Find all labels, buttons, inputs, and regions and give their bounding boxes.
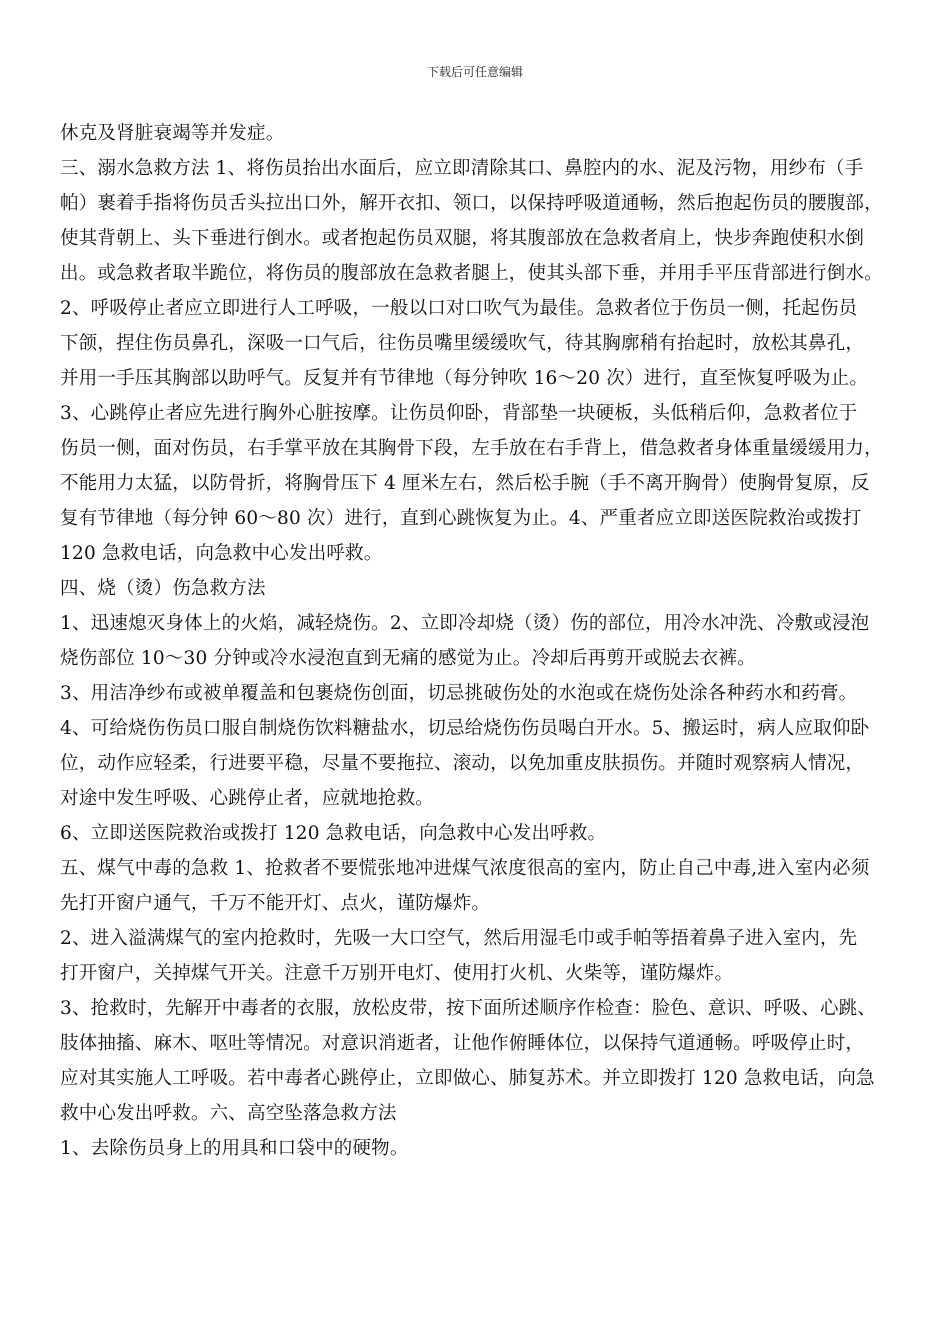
text-line: 3、用洁净纱布或被单覆盖和包裹烧伤创面，切忌挑破伤处的水泡或在烧伤处涂各种药水和药膏。 [60, 683, 858, 704]
text-line: 出。或急救者取半跪位，将伤员的腹部放在急救者腿上，使其头部下垂，并用手平压背部进行倒水。 [60, 263, 883, 284]
text-line: 1、迅速熄灭身体上的火焰，减轻烧伤。2、立即冷却烧（烫）伤的部位，用冷水冲洗、冷敷或浸泡 [60, 613, 870, 634]
text-line: 2、进入溢满煤气的室内抢救时，先吸一大口空气，然后用湿毛巾或手帕等捂着鼻子进入室内，先 [60, 928, 858, 949]
document-body [60, 116, 900, 1166]
section-heading: 四、烧（烫）伤急救方法 [60, 578, 266, 599]
text-line: 帕）裹着手指将伤员舌头拉出口外，解开衣扣、领口，以保持呼吸道通畅，然后抱起伤员的腰腹部， [60, 193, 883, 214]
text-line: 120 急救电话，向急救中心发出呼救。 [60, 543, 383, 564]
text-line: 对途中发生呼吸、心跳停止者，应就地抢救。 [60, 788, 435, 809]
text-line: 救中心发出呼救。六、高空坠落急救方法 [60, 1103, 397, 1124]
text-line: 3、心跳停止者应先进行胸外心脏按摩。让伤员仰卧，背部垫一块硬板，头低稍后仰，急救者位于 [60, 403, 858, 424]
text-line: 位，动作应轻柔，行进要平稳，尽量不要拖拉、滚动，以免加重皮肤损伤。并随时观察病人情况， [60, 753, 865, 774]
text-line: 使其背朝上、头下垂进行倒水。或者抱起伤员双腿，将其腹部放在急救者肩上，快步奔跑使积水倒 [60, 228, 865, 249]
text-line: 2、呼吸停止者应立即进行人工呼吸，一般以口对口吹气为最佳。急救者位于伤员一侧，托起伤员 [60, 298, 858, 319]
text-line: 打开窗户，关掉煤气开关。注意千万别开电灯、使用打火机、火柴等，谨防爆炸。 [60, 963, 734, 984]
text-line: 五、煤气中毒的急救 1、抢救者不要慌张地冲进煤气浓度很高的室内，防止自己中毒,进入室内必须 [60, 858, 870, 879]
text-line: 6、立即送医院救治或拨打 120 急救电话，向急救中心发出呼救。 [60, 823, 607, 844]
text-line: 烧伤部位 10～30 分钟或冷水浸泡直到无痛的感觉为止。冷却后再剪开或脱去衣裤。 [60, 648, 756, 669]
page-header: 下载后可任意编辑 [426, 65, 523, 79]
text-line: 先打开窗户通气，千万不能开灯、点火，谨防爆炸。 [60, 893, 491, 914]
text-line: 复有节律地（每分钟 60～80 次）进行，直到心跳恢复为止。4、严重者应立即送医院救治或拨打 [60, 508, 862, 529]
text-line: 三、溺水急救方法 1、将伤员抬出水面后，应立即清除其口、鼻腔内的水、泥及污物，用纱布（手 [60, 158, 864, 179]
text-line: 4、可给烧伤伤员口服自制烧伤饮料糖盐水，切忌给烧伤伤员喝白开水。5、搬运时，病人应取仰卧 [60, 718, 870, 739]
text-line: 不能用力太猛，以防骨折，将胸骨压下 4 厘米左右，然后松手腕（手不离开胸骨）使胸骨复原，反 [60, 473, 870, 494]
text-line: 肢体抽搐、麻木、呕吐等情况。对意识消逝者，让他作俯睡体位，以保持气道通畅。呼吸停止时， [60, 1033, 865, 1054]
text-line: 1、去除伤员身上的用具和口袋中的硬物。 [60, 1138, 409, 1159]
text-line: 3、抢救时，先解开中毒者的衣服，放松皮带，按下面所述顺序作检查：脸色、意识、呼吸、心跳、 [60, 998, 877, 1019]
text-line: 休克及肾脏衰竭等并发症。 [60, 123, 285, 144]
text-line: 并用一手压其胸部以助呼气。反复并有节律地（每分钟吹 16～20 次）进行，直至恢复呼吸为止。 [60, 368, 869, 389]
text-line: 应对其实施人工呼吸。若中毒者心跳停止，立即做心、肺复苏术。并立即拨打 120 急救电话，向急 [60, 1068, 875, 1089]
text-line: 下颌，捏住伤员鼻孔，深吸一口气后，往伤员嘴里缓缓吹气，待其胸廓稍有抬起时，放松其鼻孔， [60, 333, 865, 354]
text-line: 伤员一侧，面对伤员，右手掌平放在其胸骨下段，左手放在右手背上，借急救者身体重量缓缓用力， [60, 438, 883, 459]
